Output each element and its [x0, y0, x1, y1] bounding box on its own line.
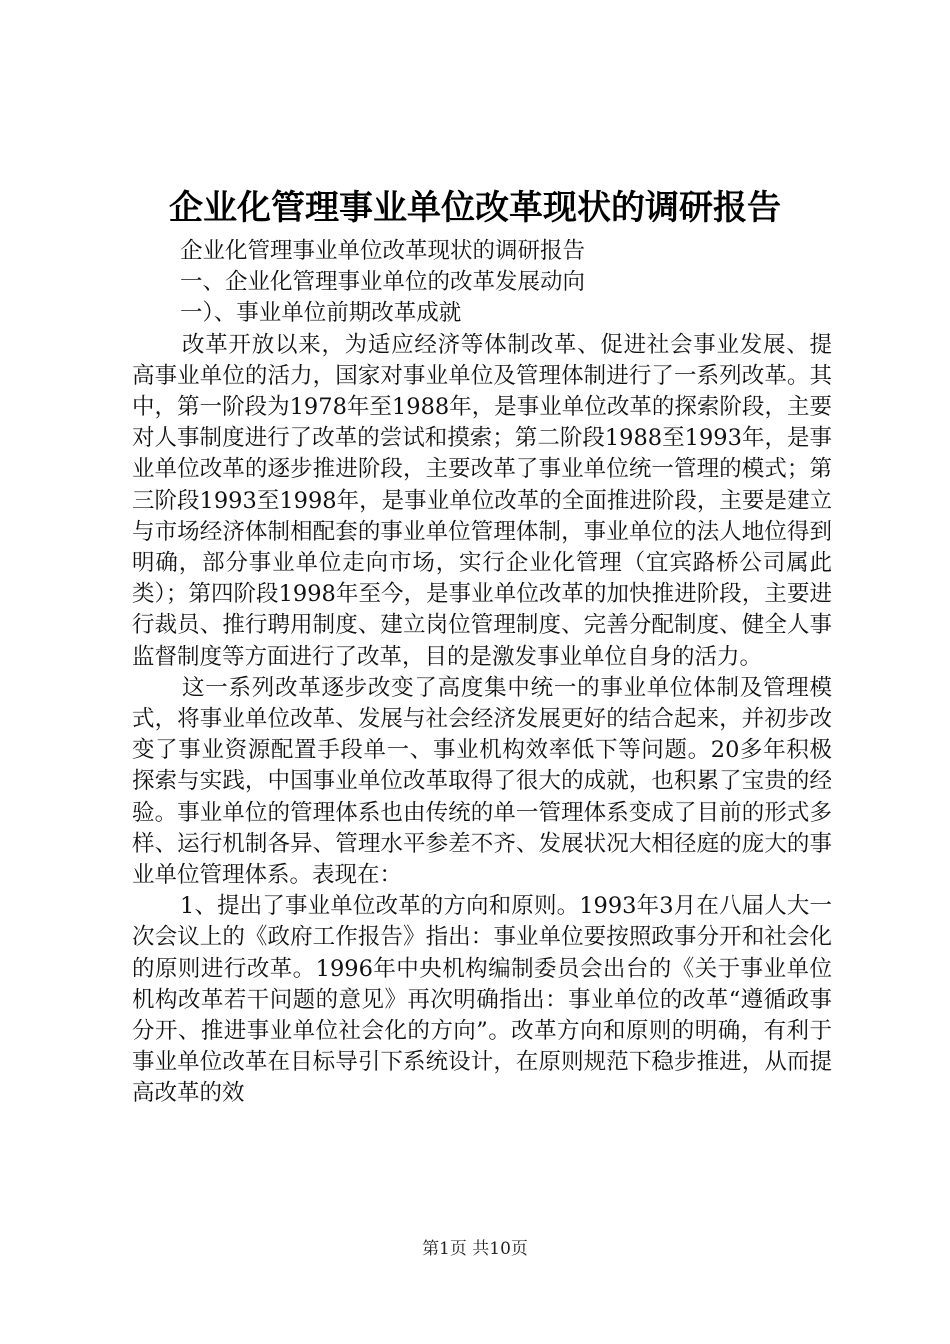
document-title: 企业化管理事业单位改革现状的调研报告 — [169, 188, 781, 228]
paragraph-body: 1、提出了事业单位改革的方向和原则。1993年3月在八届人大一次会议上的《政府工作报告》指出：事业单位要按照政事分开和社会化的原则进行改革。1996年中央机构编制委员会出台的《关于事业单位机构改革若干问题的意见》再次明确指出：事业单位的改革“遵循政事分开、推进事业单位社会化的方向”。改革方向和原则的明确，有利于事业单位改革在目标导引下系统设计，在原则规范下稳步推进，从而提高改革的效 — [132, 893, 832, 1107]
page-number-footer: 第1页 共10页 — [422, 1239, 528, 1259]
paragraph-body: 这一系列改革逐步改变了高度集中统一的事业单位体制及管理模式，将事业单位改革、发展与社会经济发展更好的结合起来，并初步改变了事业资源配置手段单一、事业机构效率低下等问题。20多年积极探索与实践，中国事业单位改革取得了很大的成就，也积累了宝贵的经验。事业单位的管理体系也由传统的单一管理体系变成了目前的形式多样、运行机制各异、管理水平参差不齐、发展状况大相径庭的庞大的事业单位管理体系。表现在： — [132, 674, 832, 889]
document-body — [132, 236, 832, 1110]
paragraph-body: 改革开放以来，为适应经济等体制改革、促进社会事业发展、提高事业单位的活力，国家对事业单位及管理体制进行了一系列改革。其中，第一阶段为1978年至1988年，是事业单位改革的探索阶段，主要对人事制度进行了改革的尝试和摸索；第二阶段1988至1993年，是事业单位改革的逐步推进阶段，主要改革了事业单位统一管理的模式；第三阶段1993至1998年，是事业单位改革的全面推进阶段，主要是建立与市场经济体制相配套的事业单位管理体制，事业单位的法人地位得到明确，部分事业单位走向市场，实行企业化管理（宜宾路桥公司属此类）；第四阶段1998年至今，是事业单位改革的加快推进阶段，主要进行裁员、推行聘用制度、建立岗位管理制度、完善分配制度、健全人事监督制度等方面进行了改革，目的是激发事业单位自身的活力。 — [132, 331, 832, 670]
paragraph-section-heading: 一、企业化管理事业单位的改革发展动向 — [180, 269, 586, 296]
paragraph-subsection-heading: 一）、事业单位前期改革成就 — [180, 300, 462, 327]
paragraph-subtitle: 企业化管理事业单位改革现状的调研报告 — [180, 238, 586, 264]
